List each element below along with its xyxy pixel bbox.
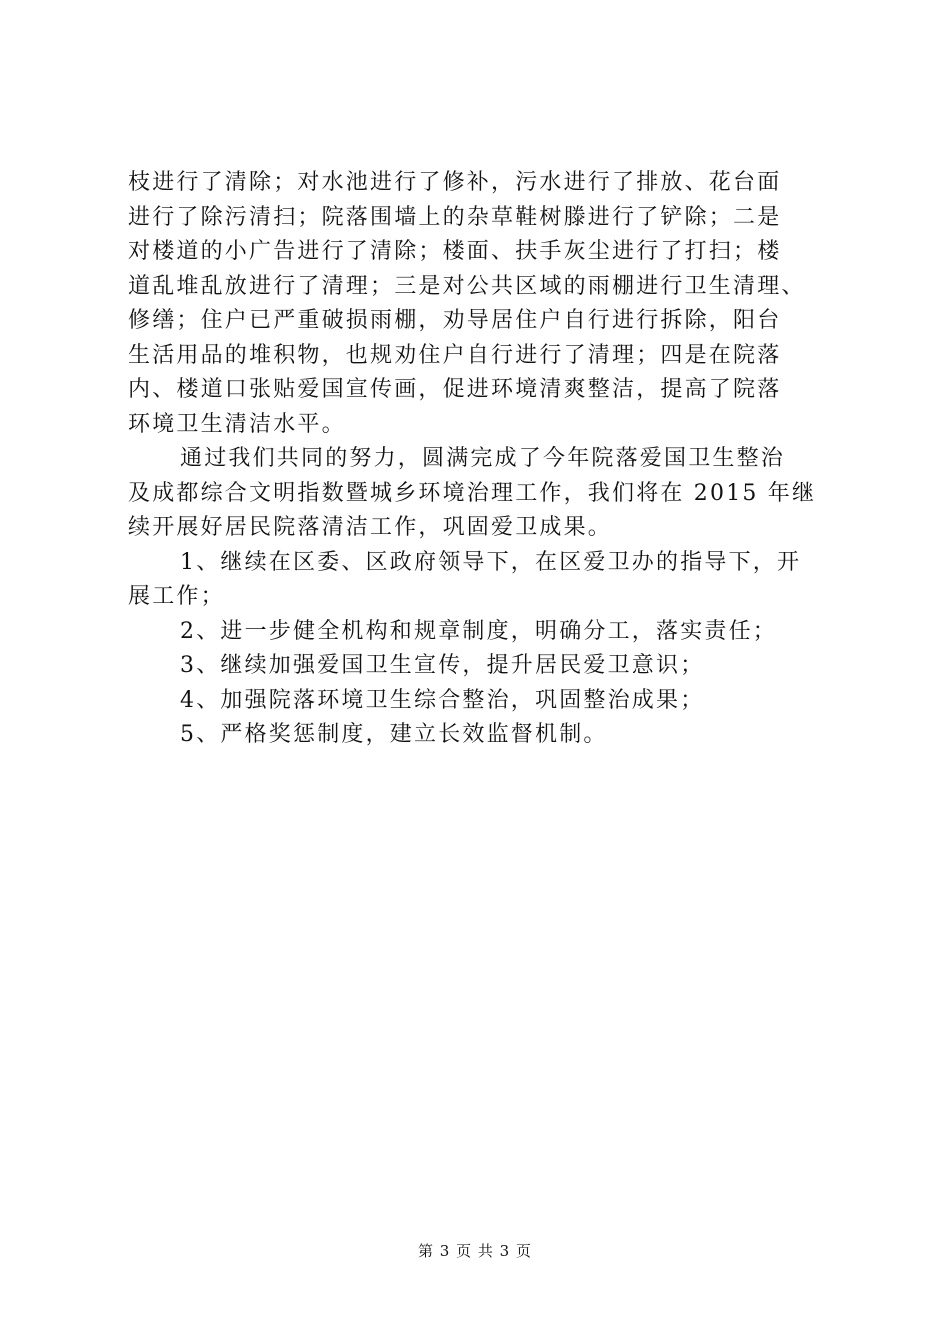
text-line: 修缮；住户已严重破损雨棚，劝导居住户自行进行拆除，阳台	[128, 308, 782, 333]
text-line: 进行了除污清扫；院落围墙上的杂草鞋树滕进行了铲除；二是	[128, 204, 782, 230]
list-item-1: 1、继续在区委、区政府领导下，在区爱卫办的指导下，开	[180, 549, 802, 575]
list-item-3: 3、继续加强爱国卫生宣传，提升居民爱卫意识；	[180, 653, 705, 678]
text-line: 枝进行了清除；对水池进行了修补，污水进行了排放、花台面	[128, 170, 782, 195]
text-line: 内、楼道口张贴爱国宣传画，促进环境清爽整洁，提高了院落	[128, 377, 782, 402]
document-body	[128, 166, 828, 753]
text-line: 道乱堆乱放进行了清理；三是对公共区域的雨棚进行卫生清理、	[128, 273, 806, 299]
list-item-5: 5、严格奖惩制度，建立长效监督机制。	[180, 722, 608, 747]
text-line: 续开展好居民院落清洁工作，巩固爱卫成果。	[128, 515, 613, 540]
list-item-2: 2、进一步健全机构和规章制度，明确分工，落实责任；	[180, 618, 777, 644]
text-line: 对楼道的小广告进行了清除；楼面、扶手灰尘进行了打扫；楼	[128, 239, 782, 264]
text-line: 生活用品的堆积物，也规劝住户自行进行了清理；四是在院落	[128, 342, 782, 368]
text-line: 及成都综合文明指数暨城乡环境治理工作，我们将在 2015 年继	[128, 480, 817, 506]
page-footer	[0, 1240, 950, 1261]
paragraph-first-line: 通过我们共同的努力，圆满完成了今年院落爱国卫生整治	[180, 446, 786, 471]
text-line: 环境卫生清洁水平。	[128, 411, 346, 437]
list-item-4: 4、加强院落环境卫生综合整治，巩固整治成果；	[180, 687, 705, 713]
text-line: 展工作；	[128, 584, 225, 609]
page-number: 第 3 页 共 3 页	[418, 1242, 532, 1260]
